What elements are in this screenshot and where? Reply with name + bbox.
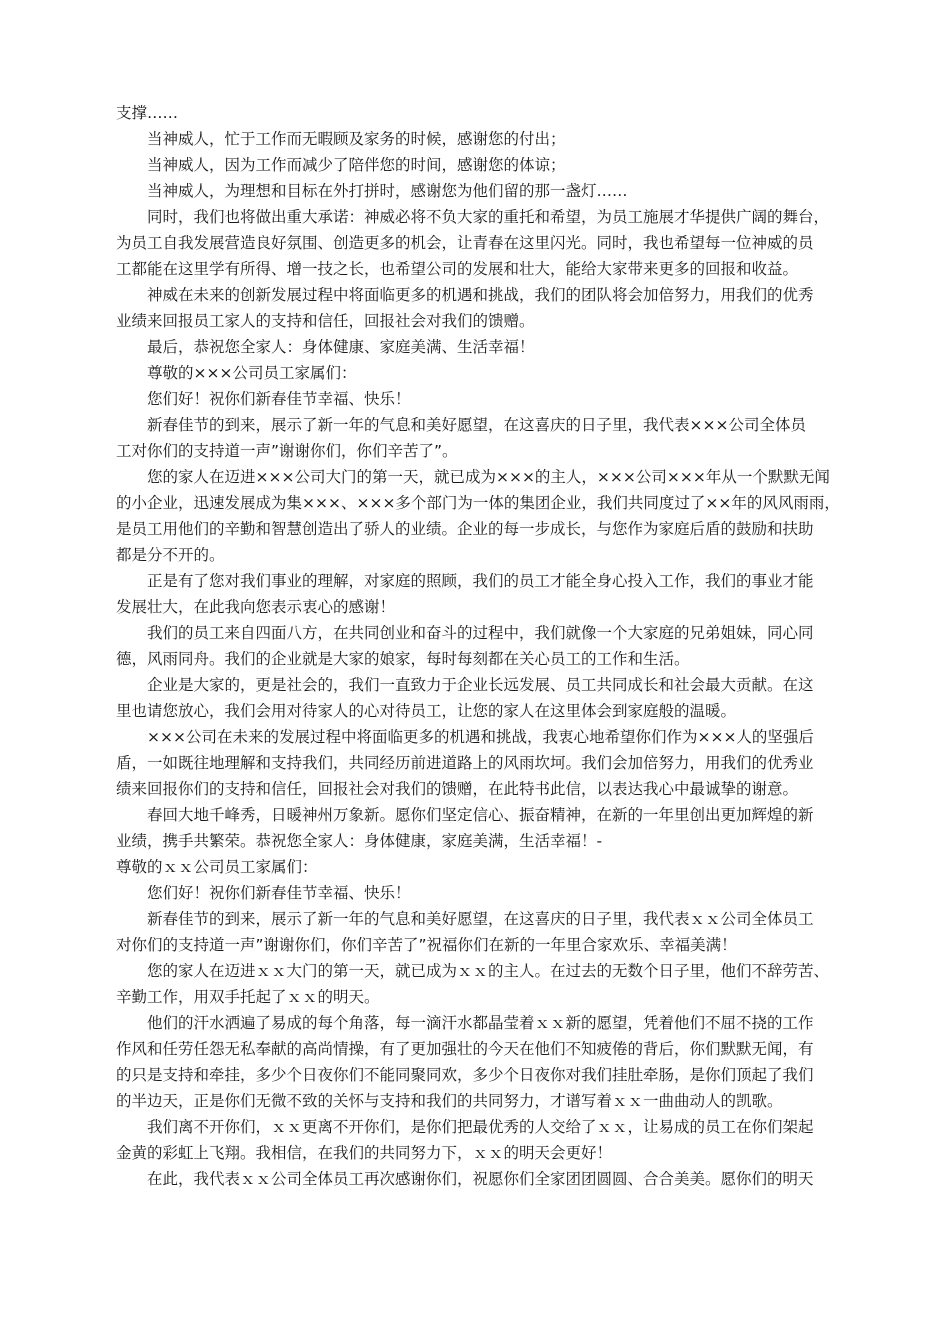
text-line: 的只是支持和牵挂，多少个日夜你们不能同聚同欢，多少个日夜你对我们挂肚牵肠，是你们顶起了我们 [116, 1066, 814, 1084]
text-line: 工对你们的支持道一声”谢谢你们，你们辛苦了”。 [116, 442, 458, 460]
text-line: 金黄的彩虹上飞翔。我相信，在我们的共同努力下，ｘｘ的明天会更好！ [116, 1144, 613, 1162]
document-body [116, 100, 846, 1192]
text-line: 为员工自我发展营造良好氛围、创造更多的机会，让青春在这里闪光。同时，我也希望每一位神威的员 [116, 234, 814, 252]
text-line: 我们离不开你们，ｘｘ更离不开你们，是你们把最优秀的人交给了ｘｘ，让易成的员工在你们架起 [147, 1118, 814, 1136]
text-line: 作风和任劳任怨无私奉献的高尚情操，有了更加强壮的今天在他们不知疲倦的背后，你们默默无闻，有 [116, 1040, 814, 1058]
text-line: 对你们的支持道一声”谢谢你们，你们辛苦了”祝福你们在新的一年里合家欢乐、幸福美满！ [116, 936, 737, 954]
text-line: 都是分不开的。 [116, 546, 225, 564]
text-line: 业绩，携手共繁荣。恭祝您全家人：身体健康，家庭美满，生活幸福！- [116, 832, 603, 850]
text-line: 正是有了您对我们事业的理解，对家庭的照顾，我们的员工才能全身心投入工作，我们的事业才能 [147, 572, 814, 590]
text-line: 尊敬的ｘｘ公司员工家属们： [116, 858, 318, 876]
text-line: 当神威人，因为工作而减少了陪伴您的时间，感谢您的体谅； [147, 156, 566, 174]
text-line: 新春佳节的到来，展示了新一年的气息和美好愿望，在这喜庆的日子里，我代表ｘｘ公司全体员工 [147, 910, 814, 928]
text-line: 同时，我们也将做出重大承诺：神威必将不负大家的重托和希望，为员工施展才华提供广阔的舞台， [147, 208, 830, 226]
text-line: 企业是大家的，更是社会的，我们一直致力于企业长远发展、员工共同成长和社会最大贡献。在这 [147, 676, 814, 694]
text-line: ×××公司在未来的发展过程中将面临更多的机遇和挑战，我衷心地希望你们作为×××人的坚强后 [147, 728, 814, 746]
text-line: 的半边天，正是你们无微不致的关怀与支持和我们的共同努力，才谱写着ｘｘ一曲曲动人的凯歌。 [116, 1092, 783, 1110]
text-line: 当神威人，为理想和目标在外打拼时，感谢您为他们留的那一盏灯…… [147, 182, 628, 200]
text-line: 春回大地千峰秀，日暖神州万象新。愿你们坚定信心、振奋精神，在新的一年里创出更加辉煌的新 [147, 806, 814, 824]
text-line: 当神威人，忙于工作而无暇顾及家务的时候，感谢您的付出； [147, 130, 566, 148]
text-line: 在此，我代表ｘｘ公司全体员工再次感谢你们，祝愿你们全家团团圆圆、合合美美。愿你们的明天 [147, 1170, 814, 1188]
text-line: 里也请您放心，我们会用对待家人的心对待员工，让您的家人在这里体会到家庭般的温暖。 [116, 702, 737, 720]
text-line: 盾，一如既往地理解和支持我们，共同经历前进道路上的风雨坎坷。我们会加倍努力，用我们的优秀业 [116, 754, 814, 772]
text-line: 辛勤工作，用双手托起了ｘｘ的明天。 [116, 988, 380, 1006]
text-line: 您们好！祝你们新春佳节幸福、快乐！ [147, 884, 411, 902]
text-line: 您的家人在迈进×××公司大门的第一天，就已成为×××的主人，×××公司×××年从一个默默无闻 [147, 468, 830, 486]
text-line: 新春佳节的到来，展示了新一年的气息和美好愿望，在这喜庆的日子里，我代表×××公司全体员 [147, 416, 806, 434]
text-line: 他们的汗水洒遍了易成的每个角落，每一滴汗水都晶莹着ｘｘ新的愿望，凭着他们不屈不挠的工作 [147, 1014, 814, 1032]
text-line: 业绩来回报员工家人的支持和信任，回报社会对我们的馈赠。 [116, 312, 535, 330]
text-line: 的小企业，迅速发展成为集×××、×××多个部门为一体的集团企业，我们共同度过了××年的风风雨雨， [116, 494, 840, 512]
text-line: 发展壮大，在此我向您表示衷心的感谢！ [116, 598, 396, 616]
text-line: 最后，恭祝您全家人：身体健康、家庭美满、生活幸福！ [147, 338, 535, 356]
text-line: 您的家人在迈进ｘｘ大门的第一天，就已成为ｘｘ的主人。在过去的无数个日子里，他们不辞劳苦、 [147, 962, 830, 980]
text-line: 您们好！祝你们新春佳节幸福、快乐！ [147, 390, 411, 408]
text-line: 支撑…… [116, 104, 179, 122]
text-line: 是员工用他们的辛勤和智慧创造出了骄人的业绩。企业的每一步成长，与您作为家庭后盾的鼓励和扶助 [116, 520, 814, 538]
text-line: 德，风雨同舟。我们的企业就是大家的娘家，每时每刻都在关心员工的工作和生活。 [116, 650, 690, 668]
text-line: 绩来回报你们的支持和信任，回报社会对我们的馈赠，在此特书此信，以表达我心中最诚挚的谢意。 [116, 780, 799, 798]
text-line: 神威在未来的创新发展过程中将面临更多的机遇和挑战，我们的团队将会加倍努力，用我们的优秀 [147, 286, 814, 304]
text-line: 我们的员工来自四面八方，在共同创业和奋斗的过程中，我们就像一个大家庭的兄弟姐妹，同心同 [147, 624, 814, 642]
text-line: 工都能在这里学有所得、增一技之长，也希望公司的发展和壮大，能给大家带来更多的回报和收益。 [116, 260, 799, 278]
text-line: 尊敬的×××公司员工家属们： [147, 364, 357, 382]
